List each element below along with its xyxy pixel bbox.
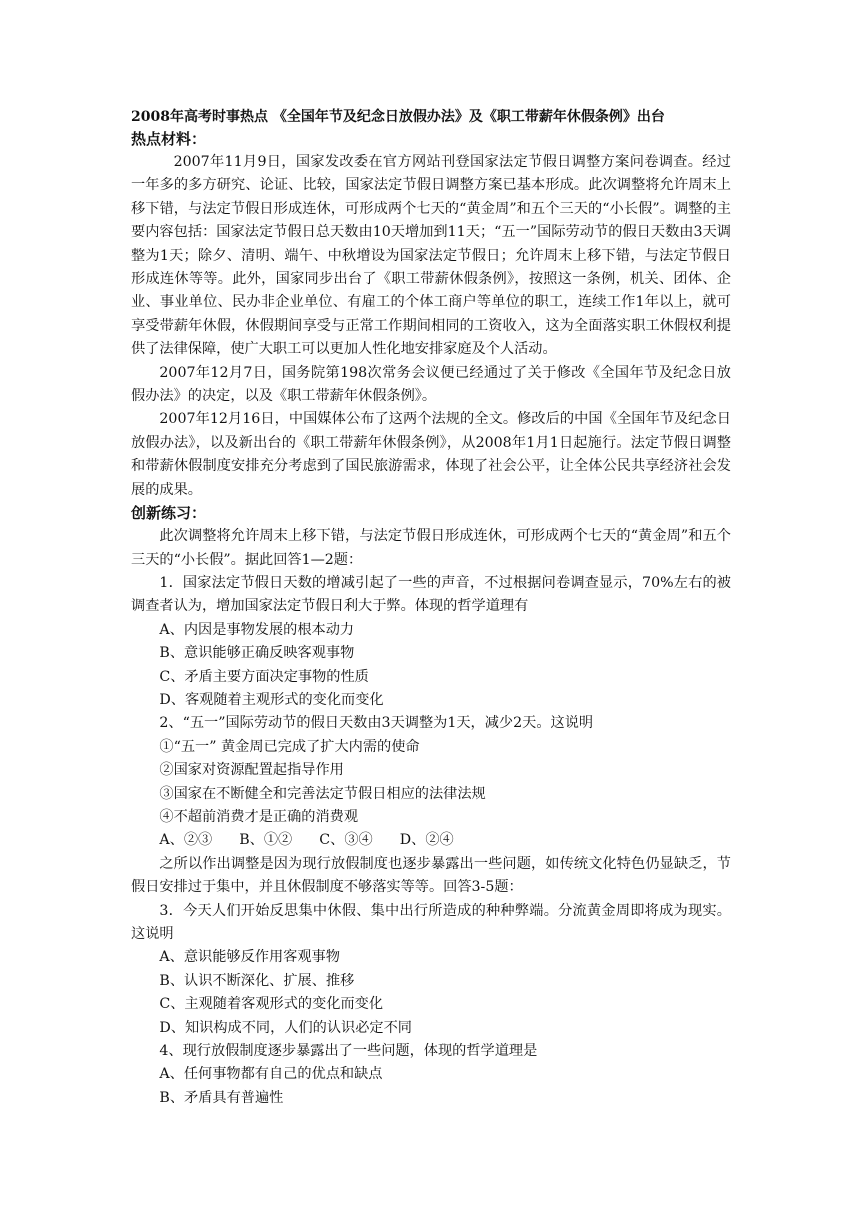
- question-2-statement-2: ②国家对资源配置起指导作用: [159, 762, 344, 779]
- question-1-stem: 1．国家法定节假日天数的增减引起了一些的声音，不过根据问卷调查显示，70%左右的被调查者认为，增加国家法定节假日利大于弊。体现的哲学道理有: [131, 574, 731, 615]
- question-2-stem: 2、“五一”国际劳动节的假日天数由3天调整为1天，减少2天。这说明: [159, 715, 594, 732]
- material-paragraph-1: 2007年11月9日，国家发改委在官方网站刊登国家法定节假日调整方案问卷调查。经过一年多的多方研究、论证、比较，国家法定节假日调整方案已基本形成。此次调整将允许周末上移下错，与法定节假日形成连休，可形成两个七天的“黄金周”和五个三天的“小长假”。调整的主要内容包括：国家法定节假日总天数由10天增加到11天；“五一”国际劳动节的假日天数由3天调整为1天；除夕、清明、端午、中秋增设为国家法定节假日；允许周末上移下错，与法定节假日形成连休等等。此外，国家同步出台了《职工带薪休假条例》，按照这一条例，机关、团体、企业、事业单位、民办非企业单位、有雇工的个体工商户等单位的职工，连续工作1年以上，就可享受带薪年休假，休假期间享受与正常工作期间相同的工资收入，这为全面落实职工休假权利提供了法律保障，使广大职工可以更加人性化地安排家庭及个人活动。: [131, 154, 731, 358]
- question-2-statement-1: ①“五一” 黄金周已完成了扩大内需的使命: [159, 738, 420, 755]
- practice-intro-1: 此次调整将允许周末上移下错，与法定节假日形成连休，可形成两个七天的“黄金周”和五个三天的“小长假”。据此回答1—2题：: [131, 528, 731, 568]
- question-2-statements: [131, 736, 731, 830]
- practice-intro-2: 之所以作出调整是因为现行放假制度也逐步暴露出一些问题，如传统文化特色仍显缺乏，节假日安排过于集中，并且休假制度不够落实等等。回答3-5题：: [131, 855, 731, 896]
- question-1-option-c: C、矛盾主要方面决定事物的性质: [159, 668, 369, 685]
- question-2-statement-4: ④不超前消费才是正确的消费观: [159, 808, 359, 825]
- question-2-choices: A、②③ B、①② C、③④ D、②④: [159, 832, 454, 849]
- document-title: 2008年高考时事热点 《全国年节及纪念日放假办法》及《职工带薪年休假条例》出台: [131, 109, 665, 125]
- practice-heading: 创新练习：: [131, 504, 207, 523]
- question-3-option-c: C、主观随着客观形式的变化而变化: [159, 996, 384, 1013]
- material-heading: 热点材料：: [131, 130, 207, 148]
- question-4-option-b: B、矛盾具有普遍性: [159, 1089, 284, 1106]
- question-1-option-d: D、客观随着主观形式的变化而变化: [159, 691, 384, 708]
- material-paragraph-3: 2007年12月16日，中国媒体公布了这两个法规的全文。修改后的中国《全国年节及纪念日放假办法》，以及新出台的《职工带薪年休假条例》，从2008年1月1日起施行。法定节假日调整和带薪休假制度安排充分考虑到了国民旅游需求，体现了社会公平，让全体公民共享经济社会发展的成果。: [131, 411, 731, 498]
- question-3-option-a: A、意识能够反作用客观事物: [159, 949, 340, 966]
- question-1-option-a: A、内因是事物发展的根本动力: [159, 621, 355, 638]
- document-page: [131, 106, 731, 1110]
- question-1-options: [131, 619, 731, 713]
- question-4-stem: 4、现行放假制度逐步暴露出了一些问题，体现的哲学道理是: [159, 1043, 538, 1060]
- question-3-option-b: B、认识不断深化、扩展、推移: [159, 972, 355, 989]
- question-1-option-b: B、意识能够正确反映客观事物: [159, 645, 355, 662]
- question-3-option-d: D、知识构成不同，人们的认识必定不同: [159, 1019, 412, 1036]
- question-4-option-a: A、任何事物都有自己的优点和缺点: [159, 1066, 383, 1083]
- question-3-stem: 3．今天人们开始反思集中休假、集中出行所造成的种种弊端。分流黄金周即将成为现实。这说明: [131, 902, 731, 942]
- question-2-statement-3: ③国家在不断健全和完善法定节假日相应的法律法规: [159, 785, 486, 802]
- question-3-options: [131, 946, 731, 1040]
- material-paragraph-2: 2007年12月7日，国务院第198次常务会议便已经通过了关于修改《全国年节及纪念日放假办法》的决定，以及《职工带薪年休假条例》。: [131, 364, 731, 405]
- question-4-options: [131, 1063, 731, 1110]
